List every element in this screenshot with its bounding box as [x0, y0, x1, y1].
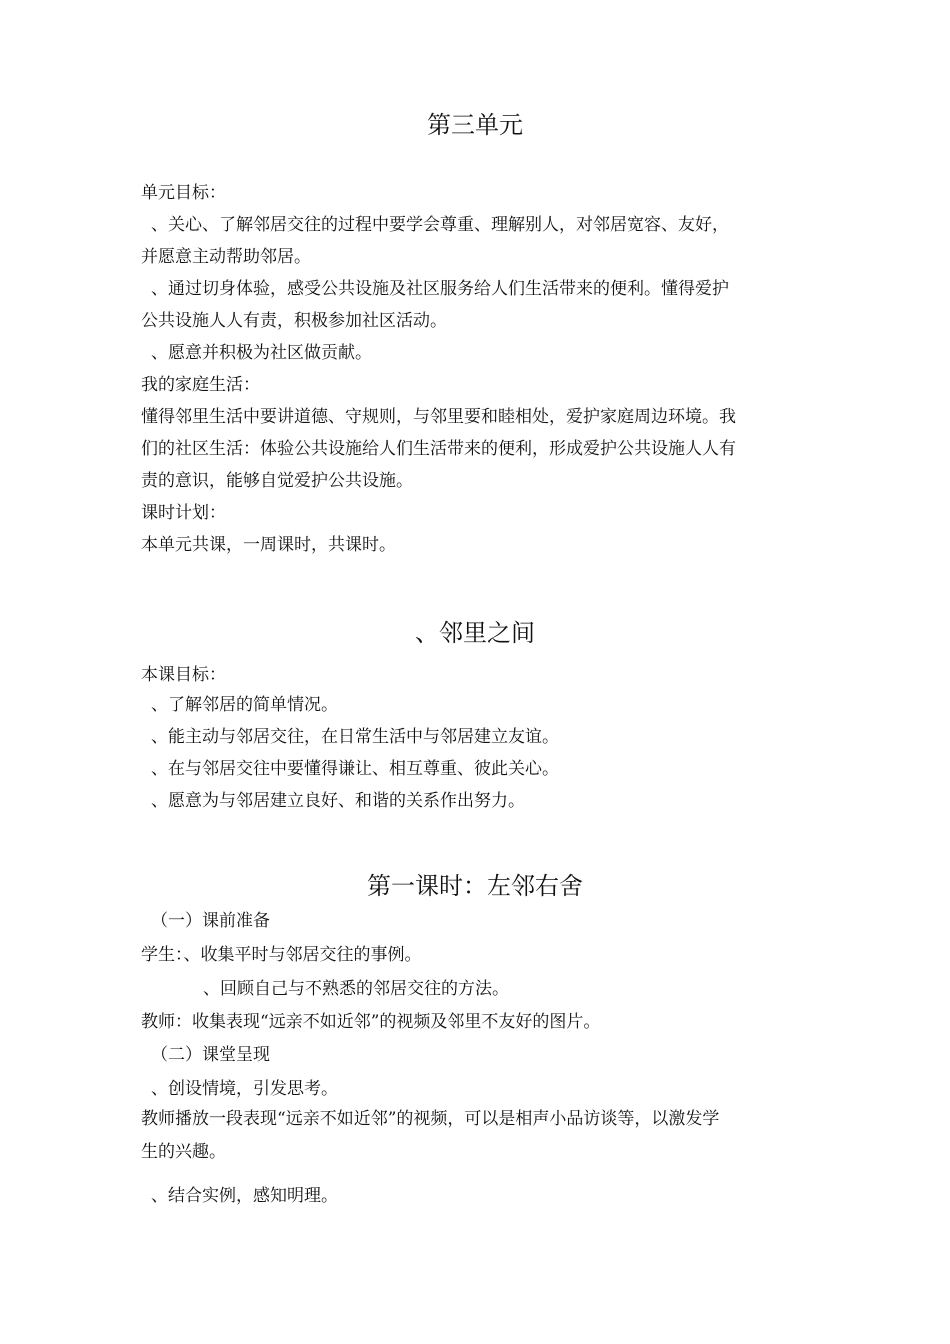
lesson-title: 、邻里之间 — [415, 619, 535, 647]
step-2-title: 、结合实例，感知明理。 — [151, 1186, 338, 1206]
student-label: 学生： — [141, 945, 184, 965]
period-title: 第一课时：左邻右舍 — [367, 872, 583, 900]
lesson-goal-4: 、愿意为与邻居建立良好、和谐的关系作出努力。 — [151, 791, 525, 811]
step-1-text-1: 教师播放一段表现“远亲不如近邻”的视频，可以是相声小品访谈等，以激发学 — [141, 1109, 720, 1129]
lesson-plan-label: 课时计划： — [141, 503, 226, 523]
lesson-goal-2: 、能主动与邻居交往，在日常生活中与邻居建立友谊。 — [151, 727, 559, 747]
lesson-goals-label: 本课目标： — [141, 665, 226, 685]
step-1-title: 、创设情境，引发思考。 — [151, 1079, 338, 1099]
unit-title: 第三单元 — [427, 111, 523, 139]
family-life-text-3: 责的意识，能够自觉爱护公共设施。 — [141, 471, 413, 491]
unit-goal-2-cont: 公共设施人人有责，积极参加社区活动。 — [141, 311, 447, 331]
teacher-prep: 教师：收集表现“远亲不如近邻”的视频及邻里不友好的图片。 — [141, 1012, 601, 1032]
unit-goals-label: 单元目标： — [141, 183, 226, 203]
unit-goal-2: 、通过切身体验，感受公共设施及社区服务给人们生活带来的便利。懂得爱护 — [151, 279, 729, 299]
class-heading: （二）课堂呈现 — [151, 1045, 270, 1065]
lesson-goal-1: 、了解邻居的简单情况。 — [151, 695, 338, 715]
unit-goal-1-cont: 并愿意主动帮助邻居。 — [141, 247, 311, 267]
family-life-label: 我的家庭生活： — [141, 375, 260, 395]
lesson-plan-text: 本单元共课，一周课时，共课时。 — [141, 535, 396, 555]
student-item-1: 、收集平时与邻居交往的事例。 — [183, 945, 422, 965]
lesson-goal-3: 、在与邻居交往中要懂得谦让、相互尊重、彼此关心。 — [151, 759, 559, 779]
student-prep-1 — [141, 944, 821, 966]
student-item-2: 、回顾自己与不熟悉的邻居交往的方法。 — [203, 979, 509, 999]
unit-goal-1: 、关心、了解邻居交往的过程中要学会尊重、理解别人，对邻居宽容、友好， — [151, 215, 729, 235]
prep-heading: （一）课前准备 — [151, 911, 270, 931]
step-1-text-2: 生的兴趣。 — [141, 1142, 226, 1162]
family-life-text-1: 懂得邻里生活中要讲道德、守规则，与邻里要和睦相处，爱护家庭周边环境。我 — [141, 407, 736, 427]
unit-goal-3: 、愿意并积极为社区做贡献。 — [151, 343, 372, 363]
family-life-text-2: 们的社区生活：体验公共设施给人们生活带来的便利，形成爱护公共设施人人有 — [141, 439, 736, 459]
